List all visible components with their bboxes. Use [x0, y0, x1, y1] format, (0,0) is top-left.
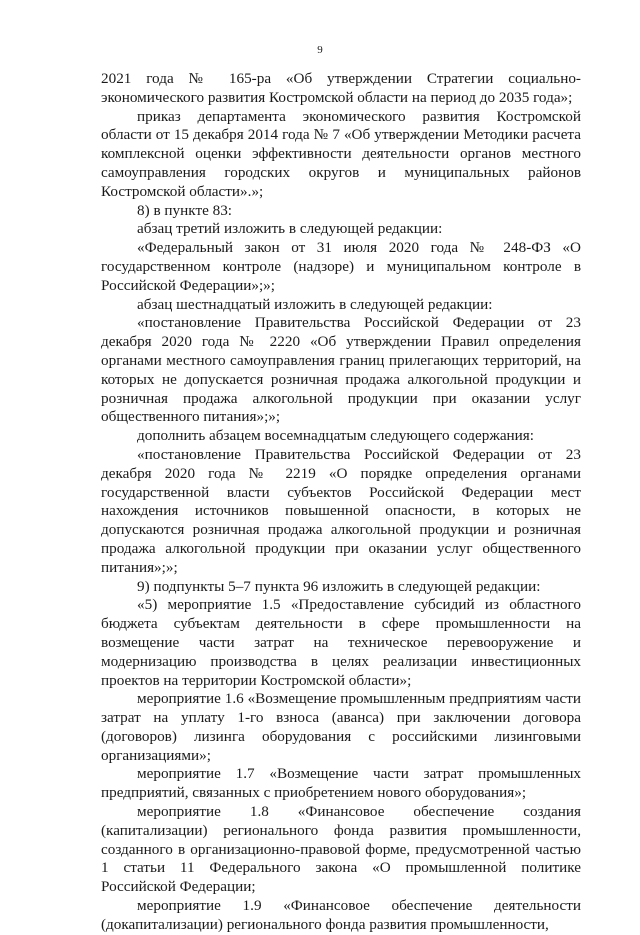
- paragraph: 2021 года № 165-ра «Об утверждении Стратегии социально-экономического развития Костромской области на период до 2035 года»;: [101, 70, 581, 106]
- paragraph: мероприятие 1.8 «Финансовое обеспечение создания (капитализации) регионального фонда развития промышленности, созданного в организационно-правовой форме, предусмотренной частью 1 статьи 11 Федерального закона «О промышленной политике Российской Федерации;: [101, 803, 581, 896]
- paragraph: дополнить абзацем восемнадцатым следующего содержания:: [137, 427, 535, 445]
- paragraph: 9) подпункты 5–7 пункта 96 изложить в следующей редакции:: [137, 577, 541, 595]
- paragraph: 8) в пункте 83:: [137, 201, 233, 219]
- paragraph: абзац третий изложить в следующей редакции:: [137, 220, 443, 238]
- page-number: 9: [317, 44, 323, 56]
- paragraph: мероприятие 1.7 «Возмещение части затрат промышленных предприятий, связанных с приобретением нового оборудования»;: [101, 765, 581, 802]
- paragraph: мероприятие 1.6 «Возмещение промышленным предприятиям части затрат на уплату 1-го взноса (аванса) при заключении договора (договоров) лизинга оборудования с российскими лизинговыми организациями»;: [101, 690, 581, 764]
- document-body: [101, 70, 581, 935]
- paragraph: абзац шестнадцатый изложить в следующей редакции:: [137, 295, 493, 313]
- paragraph: «5) мероприятие 1.5 «Предоставление субсидий из областного бюджета субъектам деятельности в сфере промышленности на возмещение части затрат на техническое перевооружение и модернизацию производства в целях реализации инвестиционных проектов на территории Костромской области»;: [101, 596, 581, 689]
- paragraph: «постановление Правительства Российской Федерации от 23 декабря 2020 года № 2219 «О порядке определения органами государственной власти субъектов Российской Федерации мест нахождения источников повышенной опасности, в которых не допускаются розничная продажа алкогольной продукции и розничная продажа алкогольной продукции при оказании услуг общественного питания»;»;: [101, 445, 581, 576]
- paragraph: «Федеральный закон от 31 июля 2020 года № 248-ФЗ «О государственном контроле (надзоре) и муниципальном контроле в Российской Федерации»;»;: [101, 239, 581, 294]
- paragraph: приказ департамента экономического развития Костромской области от 15 декабря 2014 года № 7 «Об утверждении Методики расчета комплексной оценки эффективности деятельности органов местного самоуправления городских округов и муниципальных районов Костромской области».»;: [101, 107, 581, 200]
- paragraph: мероприятие 1.9 «Финансовое обеспечение деятельности (докапитализации) регионального фонда развития промышленности,: [101, 897, 581, 933]
- paragraph: «постановление Правительства Российской Федерации от 23 декабря 2020 года № 2220 «Об утверждении Правил определения органами местного самоуправления границ прилегающих территорий, на которых не допускается розничная продажа алкогольной продукции и розничная продажа алкогольной продукции при оказании услуг общественного питания»;»;: [101, 314, 581, 426]
